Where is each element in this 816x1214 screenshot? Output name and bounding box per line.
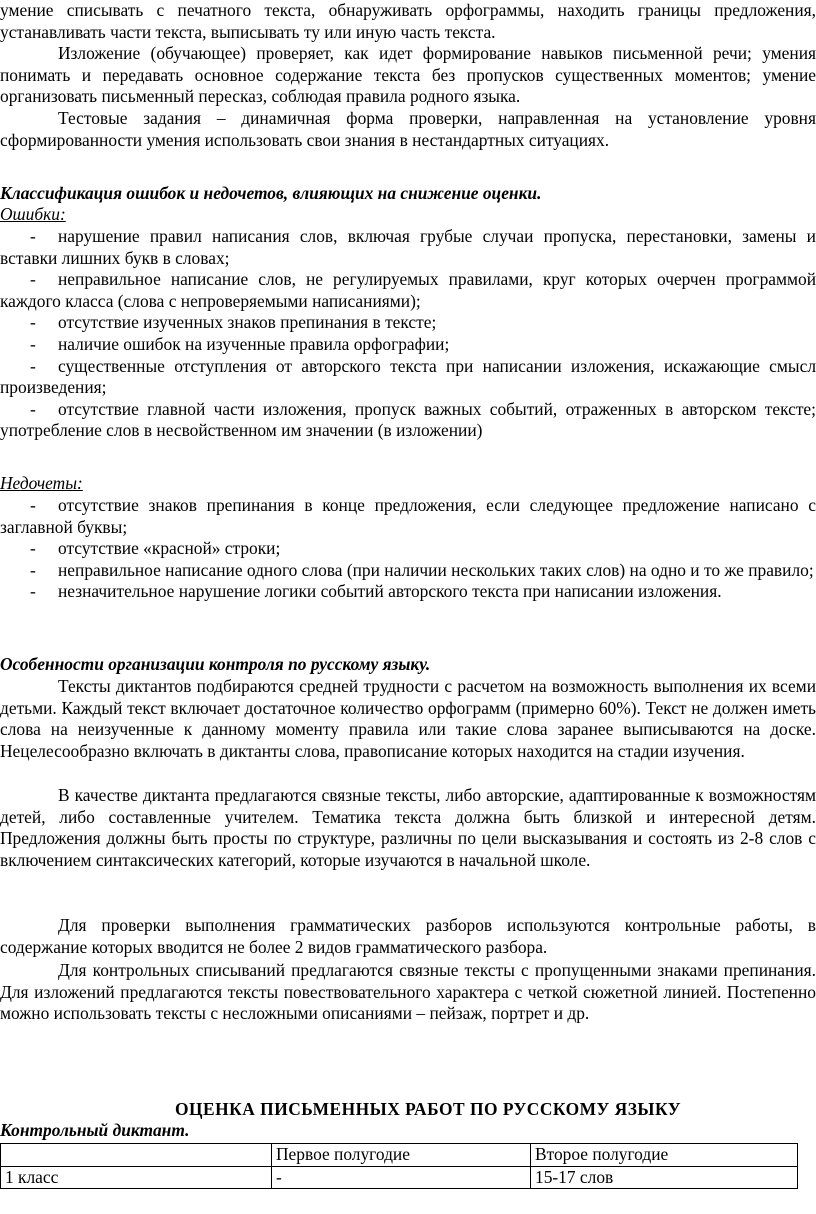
shortcomings-label: Недочеты: [0, 473, 83, 493]
dash-bullet: - [30, 312, 36, 333]
table-cell: 15-17 слов [531, 1166, 798, 1189]
control-paragraph-1: Тексты диктантов подбираются средней трудности с расчетом на возможность выполнения их всеми детьми. Каждый текст включает достаточное количество орфограмм (примерно 60%). Текст не должен иметь слова на неизученные к данному моменту правила или такие слова заранее выписываются на доске. Нецелесообразно включать в диктанты слова, правописание которых находится на стадии изучения. [0, 676, 816, 761]
control-paragraph-2: В качестве диктанта предлагаются связные тексты, либо авторские, адаптированные к возможностям детей, либо составленные учителем. Тематика текста должна быть близкой и интересной детям. Предложения должны быть просты по структуре, различны по цели высказывания и состоять из 2-8 слов с включением синтаксических категорий, которые изучаются в начальной школе. [0, 785, 816, 870]
list-item [0, 312, 816, 334]
table-cell: - [272, 1166, 531, 1189]
shortcoming-item-4: незначительное нарушение логики событий авторского текста при написании изложения. [58, 581, 722, 602]
table-header-cell: Первое полугодие [272, 1144, 531, 1167]
errors-label-line [0, 204, 816, 226]
table-row [1, 1166, 798, 1189]
shortcoming-item-3: неправильное написание одного слова (при наличии нескольких таких слов) на одно и то же правило; [58, 559, 814, 580]
dash-bullet: - [30, 355, 36, 376]
error-item-5: существенные отступления от авторского текста при написании изложения, искажающие смысл произведения; [0, 355, 816, 398]
dash-bullet: - [30, 495, 36, 515]
list-item [0, 356, 816, 399]
shortcoming-item-2: отсутствие «красной» строки; [58, 538, 281, 559]
list-item [0, 399, 816, 442]
control-paragraph-3: Для проверки выполнения грамматических разборов используются контрольные работы, в содержание которых вводится не более 2 видов грамматического разбора. [0, 915, 816, 957]
assessment-subheading: Контрольный диктант. [0, 1120, 190, 1140]
error-item-4: наличие ошибок на изученные правила орфографии; [58, 333, 450, 354]
list-item [0, 560, 816, 582]
shortcomings-list [0, 495, 816, 603]
dash-bullet: - [30, 581, 36, 602]
table-header-cell: Второе полугодие [531, 1144, 798, 1167]
table-header-cell [1, 1144, 272, 1167]
list-item [0, 334, 816, 356]
errors-list [0, 226, 816, 442]
table-header-row [1, 1144, 798, 1167]
control-paragraph-4: Для контрольных списываний предлагаются связные тексты с пропущенными знаками препинания. Для изложений предлагаются тексты повествовательного характера с четкой сюжетной линией. Постепенно можно использовать тексты с несложными описаниями – пейзаж, портрет и др. [0, 960, 816, 1024]
dash-bullet: - [30, 269, 36, 290]
dash-bullet: - [30, 226, 36, 246]
error-item-6: отсутствие главной части изложения, пропуск важных событий, отраженных в авторском тексте; употребление слов в несвойственном им значении (в изложении) [0, 398, 816, 441]
assessment-title: ОЦЕНКА ПИСЬМЕННЫХ РАБОТ ПО РУССКОМУ ЯЗЫКУ [174, 1099, 681, 1119]
intro-paragraph-3: Тестовые задания – динамичная форма проверки, направленная на установление уровня сформированности умения использовать свои знания в нестандартных ситуациях. [0, 108, 816, 150]
list-item [0, 495, 816, 538]
table-cell: 1 класс [1, 1166, 272, 1189]
shortcomings-label-line [0, 473, 816, 495]
dictation-table [0, 1143, 798, 1189]
list-item [0, 226, 816, 269]
errors-label: Ошибки: [0, 204, 66, 224]
error-item-3: отсутствие изученных знаков препинания в тексте; [58, 312, 437, 333]
dash-bullet: - [30, 559, 36, 580]
intro-paragraph-2: Изложение (обучающее) проверяет, как идет формирование навыков письменной речи; умения понимать и передавать основное содержание текста без пропусков существенных моментов; умение организовать письменный пересказ, соблюдая правила родного языка. [0, 43, 816, 107]
list-item [0, 538, 816, 560]
error-item-1: нарушение правил написания слов, включая грубые случаи пропуска, перестановки, замены и вставки лишних букв в словах; [0, 226, 816, 268]
dash-bullet: - [30, 398, 36, 419]
shortcoming-item-1: отсутствие знаков препинания в конце предложения, если следующее предложение написано с заглавной буквы; [0, 495, 816, 537]
dash-bullet: - [30, 538, 36, 559]
list-item [0, 581, 816, 603]
error-item-2: неправильное написание слов, не регулируемых правилами, круг которых очерчен программой каждого класса (слова с непроверяемыми написаниями); [0, 269, 816, 311]
list-item [0, 269, 816, 312]
classification-heading: Классификация ошибок и недочетов, влияющих на снижение оценки. [0, 183, 542, 203]
intro-paragraph-1: умение списывать с печатного текста, обнаруживать орфограммы, находить границы предложения, устанавливать части текста, выписывать ту или иную часть текста. [0, 0, 816, 42]
control-heading: Особенности организации контроля по русскому языку. [0, 654, 431, 674]
dash-bullet: - [30, 333, 36, 354]
